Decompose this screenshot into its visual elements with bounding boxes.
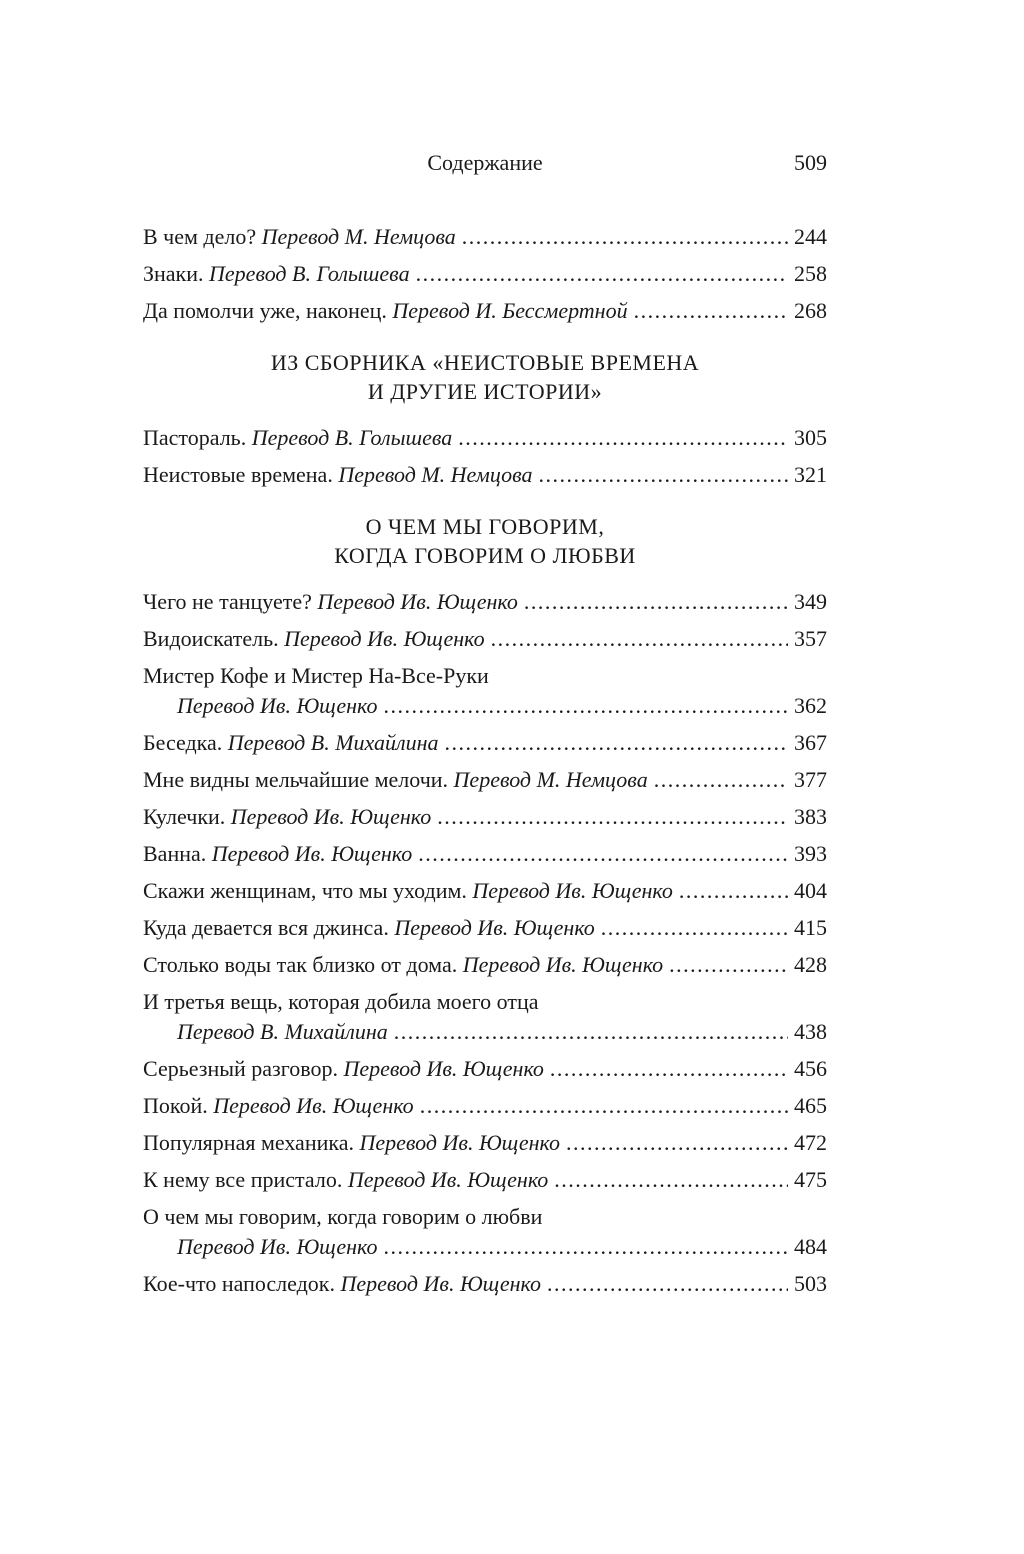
entry-translator: Перевод М. Немцова <box>261 224 456 249</box>
entry-title: Популярная механика. <box>143 1130 354 1155</box>
toc-entry <box>143 950 827 980</box>
entry-page: 472 <box>794 1130 827 1155</box>
leader-dots <box>554 1165 788 1195</box>
section-heading-line: И ДРУГИЕ ИСТОРИИ» <box>367 379 603 404</box>
entry-title: Кулечки. <box>143 804 226 829</box>
entry-page: 383 <box>794 804 827 829</box>
entry-title: Пастораль. <box>143 425 247 450</box>
leader-dots <box>601 913 788 943</box>
entry-title: Видоискатель. <box>143 626 279 651</box>
leader-dots <box>524 587 788 617</box>
entry-translator: Перевод В. Михайлина <box>227 730 439 755</box>
toc-entry <box>143 1054 827 1084</box>
toc-entry <box>143 222 827 252</box>
toc-entry <box>143 765 827 795</box>
section-heading-line: ИЗ СБОРНИКА «НЕИСТОВЫЕ ВРЕМЕНА <box>270 350 700 375</box>
entry-translator: Перевод Ив. Ющенко <box>347 1167 549 1192</box>
entry-page: 349 <box>794 589 827 614</box>
book-page <box>143 0 827 1554</box>
table-of-contents <box>143 222 827 1306</box>
leader-dots <box>458 423 788 453</box>
leader-dots <box>418 839 788 869</box>
running-head <box>143 150 827 182</box>
section-heading-line: О ЧЕМ МЫ ГОВОРИМ, <box>365 514 605 539</box>
leader-dots <box>634 296 788 326</box>
entry-page: 305 <box>794 425 827 450</box>
leader-dots <box>547 1269 788 1299</box>
entry-page: 393 <box>794 841 827 866</box>
leader-dots <box>679 876 788 906</box>
entry-translator: Перевод Ив. Ющенко <box>394 915 595 940</box>
entry-translator: Перевод М. Немцова <box>453 767 648 792</box>
toc-entry <box>143 728 827 758</box>
leader-dots <box>383 691 788 721</box>
toc-entry <box>143 296 827 326</box>
entry-page: 415 <box>794 915 827 940</box>
leader-dots <box>445 728 788 758</box>
section-heading <box>143 348 827 406</box>
leader-dots <box>416 259 788 289</box>
entry-title: Чего не танцуете? <box>143 589 312 614</box>
entry-page: 244 <box>794 224 827 249</box>
entry-translator: Перевод Ив. Ющенко <box>177 693 378 718</box>
leader-dots <box>394 1017 788 1047</box>
toc-entry <box>143 1128 827 1158</box>
toc-entry <box>143 913 827 943</box>
entry-translator: Перевод Ив. Ющенко <box>213 1093 414 1118</box>
page-number: 509 <box>794 150 827 175</box>
section-heading <box>143 512 827 570</box>
toc-entry <box>143 1165 827 1195</box>
entry-title: К нему все пристало. <box>143 1167 343 1192</box>
toc-entry <box>143 802 827 832</box>
entry-title: Столько воды так близко от дома. <box>143 952 458 977</box>
entry-page: 503 <box>794 1271 827 1296</box>
leader-dots <box>491 624 788 654</box>
toc-entry <box>143 661 827 721</box>
section-heading-line: КОГДА ГОВОРИМ О ЛЮБВИ <box>334 543 636 568</box>
toc-entry <box>143 460 827 490</box>
entry-page: 428 <box>794 952 827 977</box>
entry-page: 456 <box>794 1056 827 1081</box>
entry-title: Куда девается вся джинса. <box>143 915 389 940</box>
entry-title: Ванна. <box>143 841 207 866</box>
leader-dots <box>538 460 788 490</box>
entry-page: 321 <box>794 462 827 487</box>
entry-translator: Перевод Ив. Ющенко <box>284 626 485 651</box>
entry-translator: Перевод Ив. Ющенко <box>343 1056 544 1081</box>
toc-entry <box>143 1091 827 1121</box>
entry-page: 367 <box>794 730 827 755</box>
entry-translator: Перевод В. Голышева <box>251 425 453 450</box>
leader-dots <box>420 1091 788 1121</box>
entry-page: 484 <box>794 1234 827 1259</box>
entry-translator: Перевод Ив. Ющенко <box>359 1130 560 1155</box>
entry-translator: Перевод Ив. Ющенко <box>177 1234 378 1259</box>
entry-title: Скажи женщинам, что мы уходим. <box>143 878 467 903</box>
toc-entry <box>143 624 827 654</box>
entry-translator: Перевод М. Немцова <box>338 462 533 487</box>
entry-page: 258 <box>794 261 827 286</box>
entry-page: 465 <box>794 1093 827 1118</box>
entry-title: Мне видны мельчайшие мелочи. <box>143 767 449 792</box>
entry-page: 404 <box>794 878 827 903</box>
entry-translator: Перевод Ив. Ющенко <box>230 804 432 829</box>
entry-translator: Перевод Ив. Ющенко <box>317 589 518 614</box>
toc-entry <box>143 423 827 453</box>
entry-title: О чем мы говорим, когда говорим о любви <box>143 1204 543 1229</box>
leader-dots <box>669 950 788 980</box>
entry-translator: Перевод Ив. Ющенко <box>211 841 413 866</box>
entry-page: 475 <box>794 1167 827 1192</box>
entry-title: В чем дело? <box>143 224 257 249</box>
entry-translator: Перевод Ив. Ющенко <box>340 1271 541 1296</box>
entry-title: Знаки. <box>143 261 204 286</box>
entry-translator: Перевод В. Голышева <box>209 261 410 286</box>
entry-title: И третья вещь, которая добила моего отца <box>143 989 539 1014</box>
leader-dots <box>462 222 788 252</box>
running-title: Содержание <box>427 150 543 175</box>
toc-entry <box>143 876 827 906</box>
leader-dots <box>566 1128 788 1158</box>
entry-title: Беседка. <box>143 730 223 755</box>
toc-entry <box>143 1202 827 1262</box>
toc-entry <box>143 839 827 869</box>
entry-title: Кое-что напоследок. <box>143 1271 335 1296</box>
entry-title: Да помолчи уже, наконец. <box>143 298 387 323</box>
entry-translator: Перевод И. Бессмертной <box>392 298 628 323</box>
entry-translator: Перевод Ив. Ющенко <box>462 952 664 977</box>
entry-page: 438 <box>794 1019 827 1044</box>
entry-page: 362 <box>794 693 827 718</box>
entry-title: Серьезный разговор. <box>143 1056 338 1081</box>
leader-dots <box>550 1054 788 1084</box>
leader-dots <box>383 1232 788 1262</box>
leader-dots <box>654 765 788 795</box>
toc-entry <box>143 259 827 289</box>
leader-dots <box>437 802 788 832</box>
entry-title: Мистер Кофе и Мистер На-Все-Руки <box>143 663 489 688</box>
entry-title: Покой. <box>143 1093 208 1118</box>
entry-page: 357 <box>794 626 827 651</box>
entry-translator: Перевод Ив. Ющенко <box>472 878 673 903</box>
toc-entry <box>143 987 827 1047</box>
entry-title: Неистовые времена. <box>143 462 333 487</box>
entry-page: 268 <box>794 298 827 323</box>
toc-entry <box>143 1269 827 1299</box>
entry-page: 377 <box>794 767 827 792</box>
toc-entry <box>143 587 827 617</box>
entry-translator: Перевод В. Михайлина <box>177 1019 388 1044</box>
